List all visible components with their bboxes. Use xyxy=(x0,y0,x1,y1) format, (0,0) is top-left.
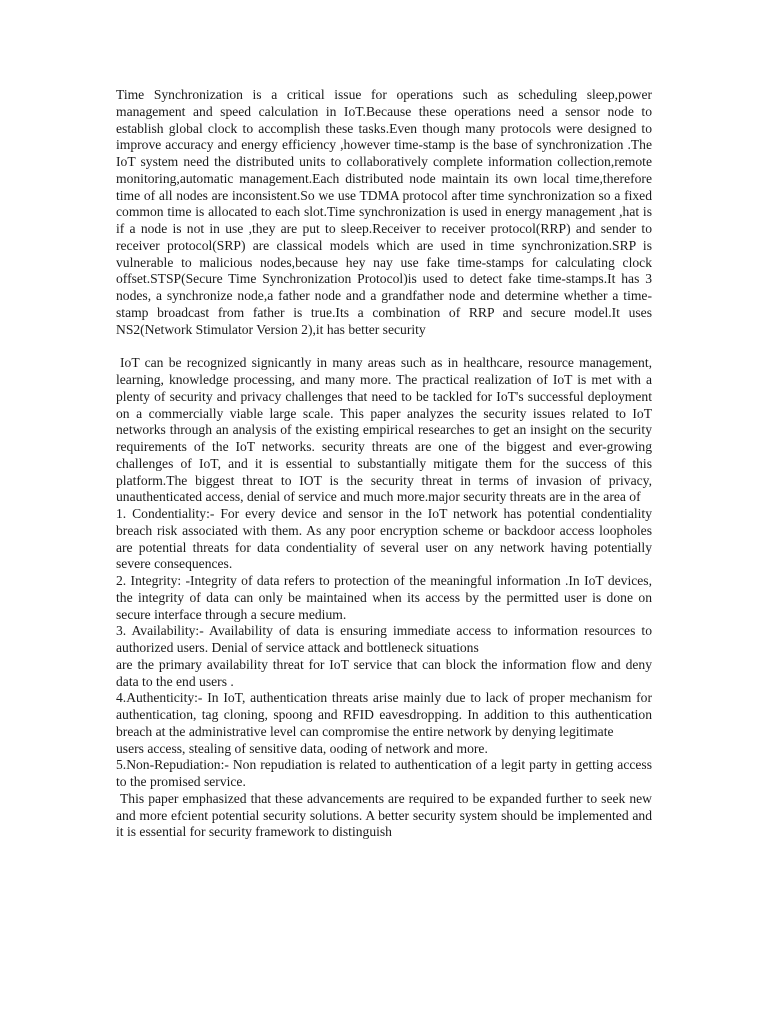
list-item-availability: 3. Availability:- Availability of data is ensuring immediate access to information resources to authorized users. Denial of service attack and bottleneck situations xyxy=(116,623,652,655)
list-item-authenticity-continued: users access, stealing of sensitive data, ooding of network and more. xyxy=(116,740,488,756)
paragraph-time-synchronization: Time Synchronization is a critical issue for operations such as scheduling sleep,power management and speed calculation in IoT.Because these operations need a sensor node to establish global clock to accomplish these tasks.Even though many protocols were designed to improve accuracy and energy efficiency ,however time-stamp is the base of synchronization .The IoT system need the distributed units to collaboratively complete information collection,remote monitoring,automatic management.Each distributed node maintain its own local time,therefore time of all nodes are inconsistent.So we use TDMA protocol after time synchronization so a fixed common time is allocated to each slot.Time synchronization is used in energy management ,hat is if a node is not in use ,they are put to sleep.Receiver to receiver protocol(RRP) and sender to receiver protocol(SRP) are classical models which are used in time synchronization.SRP is vulnerable to malicious nodes,because hey nay use fake time-stamps for calculating clock offset.STSP(Secure Time Synchronization Protocol)is used to detect fake time-stamps.It has 3 nodes, a synchronize node,a father node and a grandfather node and determine whether a time-stamp broadcast from father is true.Its a combination of RRP and secure model.It uses NS2(Network Stimulator Version 2),it has better security xyxy=(116,87,652,337)
paragraph-conclusion: This paper emphasized that these advancements are required to be expanded further to seek new and more efcient potential security solutions. A better security system should be implemented and it is essential for security framework to distinguish xyxy=(116,790,652,840)
list-item-integrity: 2. Integrity: -Integrity of data refers to protection of the meaningful information .In IoT devices, the integrity of data can only be maintained when its access by the permitted user is done on secure interface through a secure medium. xyxy=(116,573,652,622)
list-item-authenticity: 4.Authenticity:- In IoT, authentication threats arise mainly due to lack of proper mechanism for authentication, tag cloning, spoong and RFID eavesdropping. In addition to this authentication breach at the administrative level can compromise the entire network by denying legitimate xyxy=(116,690,652,739)
paragraph-spacer xyxy=(116,338,652,355)
document-page xyxy=(116,87,652,841)
list-item-confidentiality: 1. Condentiality:- For every device and sensor in the IoT network has potential condentiality breach risk associated with them. As any poor encryption scheme or backdoor access loopholes are potential threats for data condentiality of several user on any network having potentially severe consequences. xyxy=(116,506,652,572)
list-item-non-repudiation: 5.Non-Repudiation:- Non repudiation is related to authentication of a legit party in getting access to the promised service. xyxy=(116,757,652,789)
paragraph-iot-security-intro: IoT can be recognized signicantly in many areas such as in healthcare, resource management, learning, knowledge processing, and many more. The practical realization of IoT is met with a plenty of security and privacy challenges that need to be tackled for IoT's successful deployment on a commercially viable large scale. This paper analyzes the security issues related to IoT networks through an analysis of the existing empirical researches to get an insight on the security requirements of the IoT networks. security threats are one of the biggest and ever-growing challenges of IoT, and it is essential to substantially mitigate them for the success of this platform.The biggest threat to IOT is the security threat in terms of invasion of privacy, unauthenticated access, denial of service and much more.major security threats are in the area of xyxy=(116,355,652,505)
list-item-availability-continued: are the primary availability threat for IoT service that can block the information flow and deny data to the end users . xyxy=(116,656,652,689)
